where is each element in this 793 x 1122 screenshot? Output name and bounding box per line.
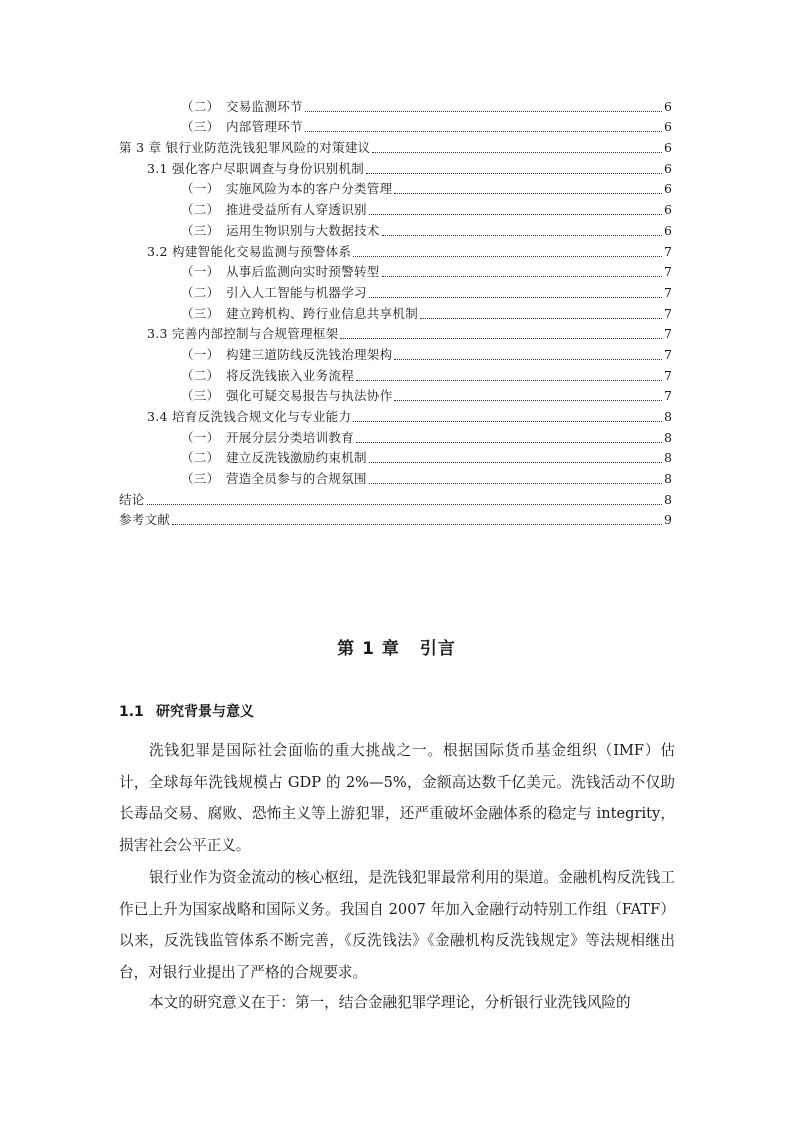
toc-entry-title: [119, 490, 145, 510]
toc-dot-leader: [366, 172, 662, 174]
toc-dot-leader: [369, 213, 662, 215]
toc-entry-marker: （一）: [181, 181, 220, 197]
toc-entry-title: [181, 345, 392, 365]
toc-entry-title: [181, 97, 303, 117]
toc-entry[interactable]: [119, 365, 672, 386]
toc-dot-leader: [394, 192, 662, 194]
toc-page-number: 7: [664, 284, 672, 300]
toc-entry[interactable]: [119, 241, 672, 262]
toc-dot-leader: [382, 275, 662, 277]
section-title-text: 研究背景与意义: [156, 704, 254, 720]
toc-page-number: 9: [664, 512, 672, 528]
toc-page-number: 7: [664, 388, 672, 404]
toc-entry-title: [119, 138, 370, 158]
toc-entry[interactable]: [119, 282, 672, 303]
toc-entry-title: [181, 117, 303, 137]
toc-entry-marker: （二）: [181, 284, 220, 300]
toc-dot-leader: [147, 503, 662, 505]
toc-entry-marker: （三）: [181, 471, 220, 487]
toc-page-number: 6: [664, 98, 672, 114]
toc-page-number: 8: [664, 471, 672, 487]
toc-page-number: 7: [664, 367, 672, 383]
toc-entry[interactable]: [119, 489, 672, 510]
chapter-number: 第 1 章: [337, 639, 400, 659]
toc-entry[interactable]: [119, 468, 672, 489]
toc-entry[interactable]: [119, 158, 672, 179]
toc-dot-leader: [305, 110, 662, 112]
toc-entry-text: 3.2 构建智能化交易监测与预警体系: [147, 243, 352, 259]
toc-page-number: 8: [664, 491, 672, 507]
toc-entry-marker: （三）: [181, 119, 220, 135]
toc-entry-text: 引入人工智能与机器学习: [226, 284, 367, 300]
toc-entry[interactable]: [119, 427, 672, 448]
toc-entry-title: [181, 366, 354, 386]
toc-entry-marker: （二）: [181, 367, 220, 383]
toc-dot-leader: [394, 358, 662, 360]
toc-entry-marker: （三）: [181, 222, 220, 238]
body-paragraph-3: [119, 987, 675, 1019]
toc-entry[interactable]: [119, 179, 672, 200]
toc-page-number: 7: [664, 326, 672, 342]
toc-entry-text: 3.4 培育反洗钱合规文化与专业能力: [147, 409, 352, 424]
toc-entry-title: [147, 407, 351, 427]
chapter-heading: [0, 634, 793, 659]
toc-entry-title: [147, 242, 351, 262]
toc-page-number: 6: [664, 222, 672, 238]
toc-entry-title: [181, 428, 354, 448]
toc-entry-title: [119, 510, 170, 530]
toc-entry-marker: （三）: [181, 305, 220, 321]
toc-entry-marker: （三）: [181, 388, 220, 404]
toc-dot-leader: [382, 234, 662, 236]
toc-entry[interactable]: [119, 344, 672, 365]
toc-dot-leader: [340, 337, 662, 339]
toc-entry-title: [181, 469, 367, 489]
toc-dot-leader: [356, 379, 662, 381]
toc-page-number: 7: [664, 264, 672, 280]
toc-dot-leader: [394, 399, 662, 401]
toc-page-number: 6: [664, 119, 672, 135]
toc-entry-text: 建立反洗钱激励约束机制: [226, 450, 367, 466]
toc-entry-marker: （一）: [181, 429, 220, 445]
toc-entry-title: [181, 221, 380, 241]
toc-entry-title: [181, 262, 380, 282]
table-of-contents: [119, 96, 672, 530]
toc-entry-title: [181, 448, 367, 468]
toc-entry-marker: （二）: [181, 98, 220, 114]
toc-entry[interactable]: [119, 303, 672, 324]
paragraph-text: 洗钱犯罪是国际社会面临的重大挑战之一。根据国际货币基金组织（IMF）估计，全球每年洗钱规模占 GDP 的 2%—5%，金额高达数千亿美元。洗钱活动不仅助长毒品交易、腐败、恐怖主义等上游犯罪，还严重破坏金融体系的稳定与 integrity，损害社会公平正义。: [119, 742, 675, 854]
toc-entry[interactable]: [119, 137, 672, 158]
toc-dot-leader: [356, 441, 662, 443]
toc-page-number: 6: [664, 202, 672, 218]
toc-entry-text: 将反洗钱嵌入业务流程: [226, 367, 355, 383]
toc-entry[interactable]: [119, 262, 672, 283]
toc-page-number: 6: [664, 181, 672, 197]
toc-entry-title: [181, 386, 392, 406]
toc-entry-marker: （一）: [181, 264, 220, 280]
toc-entry-text: 3.1 强化客户尽职调查与身份识别机制: [147, 160, 365, 176]
toc-dot-leader: [369, 461, 662, 463]
toc-entry-text: 交易监测环节: [226, 98, 303, 114]
toc-entry-text: 第 3 章 银行业防范洗钱犯罪风险的对策建议: [119, 140, 371, 156]
toc-entry[interactable]: [119, 199, 672, 220]
toc-entry-text: 强化可疑交易报告与执法协作: [226, 388, 393, 404]
toc-entry[interactable]: [119, 220, 672, 241]
toc-entry-marker: （一）: [181, 346, 220, 362]
toc-dot-leader: [369, 296, 662, 298]
toc-entry-title: [181, 200, 367, 220]
toc-entry-text: 开展分层分类培训教育: [226, 429, 355, 445]
toc-entry-text: 实施风险为本的客户分类管理: [226, 181, 393, 197]
toc-page-number: 8: [664, 450, 672, 466]
toc-entry[interactable]: [119, 510, 672, 531]
toc-entry-title: [147, 159, 364, 179]
toc-entry-marker: （二）: [181, 202, 220, 218]
toc-page-number: 6: [664, 140, 672, 156]
toc-entry-text: 建立跨机构、跨行业信息共享机制: [226, 305, 419, 321]
body-paragraph-2: [119, 862, 675, 988]
toc-entry-text: 构建三道防线反洗钱治理架构: [226, 346, 393, 362]
toc-dot-leader: [353, 255, 662, 257]
toc-entry-text: 参考文献: [119, 512, 171, 528]
toc-entry-title: [181, 179, 392, 199]
toc-entry-title: [147, 324, 338, 344]
toc-page-number: 8: [664, 429, 672, 445]
toc-page-number: 8: [664, 409, 672, 424]
toc-entry[interactable]: [119, 117, 672, 138]
toc-page-number: 6: [664, 160, 672, 176]
toc-dot-leader: [172, 523, 662, 525]
toc-dot-leader: [369, 482, 662, 484]
toc-entry[interactable]: [119, 406, 672, 427]
section-number: 1.1: [119, 704, 144, 720]
toc-entry-title: [181, 304, 418, 324]
toc-entry-text: 营造全员参与的合规氛围: [226, 471, 367, 487]
toc-dot-leader: [420, 317, 662, 319]
toc-page-number: 7: [664, 243, 672, 259]
toc-dot-leader: [372, 151, 662, 153]
toc-entry-text: 3.3 完善内部控制与合规管理框架: [147, 326, 339, 342]
toc-entry-text: 结论: [119, 491, 145, 507]
body-paragraph-1: [119, 735, 675, 861]
toc-entry[interactable]: [119, 448, 672, 469]
toc-entry-text: 推进受益所有人穿透识别: [226, 202, 367, 218]
paragraph-text: 本文的研究意义在于：第一，结合金融犯罪学理论，分析银行业洗钱风险的: [149, 994, 631, 1011]
toc-entry-text: 运用生物识别与大数据技术: [226, 222, 380, 238]
toc-dot-leader: [353, 420, 662, 422]
toc-page-number: 7: [664, 305, 672, 321]
paragraph-text: 银行业作为资金流动的核心枢纽，是洗钱犯罪最常利用的渠道。金融机构反洗钱工作已上升为国家战略和国际义务。我国自 2007 年加入金融行动特别工作组（FATF）以来，反洗钱监管体系不断完善，《反洗钱法》《金融机构反洗钱规定》等法规相继出台，对银行业提出了严格的合规要求。: [119, 869, 675, 981]
chapter-title-text: 引言: [419, 639, 456, 659]
toc-dot-leader: [305, 130, 662, 132]
toc-entry[interactable]: [119, 324, 672, 345]
toc-entry[interactable]: [119, 386, 672, 407]
toc-entry-marker: （二）: [181, 450, 220, 466]
toc-entry-text: 从事后监测向实时预警转型: [226, 264, 380, 280]
toc-entry[interactable]: [119, 96, 672, 117]
toc-entry-text: 内部管理环节: [226, 119, 303, 135]
toc-entry-title: [181, 283, 367, 303]
section-heading: [119, 701, 254, 721]
toc-page-number: 7: [664, 346, 672, 362]
